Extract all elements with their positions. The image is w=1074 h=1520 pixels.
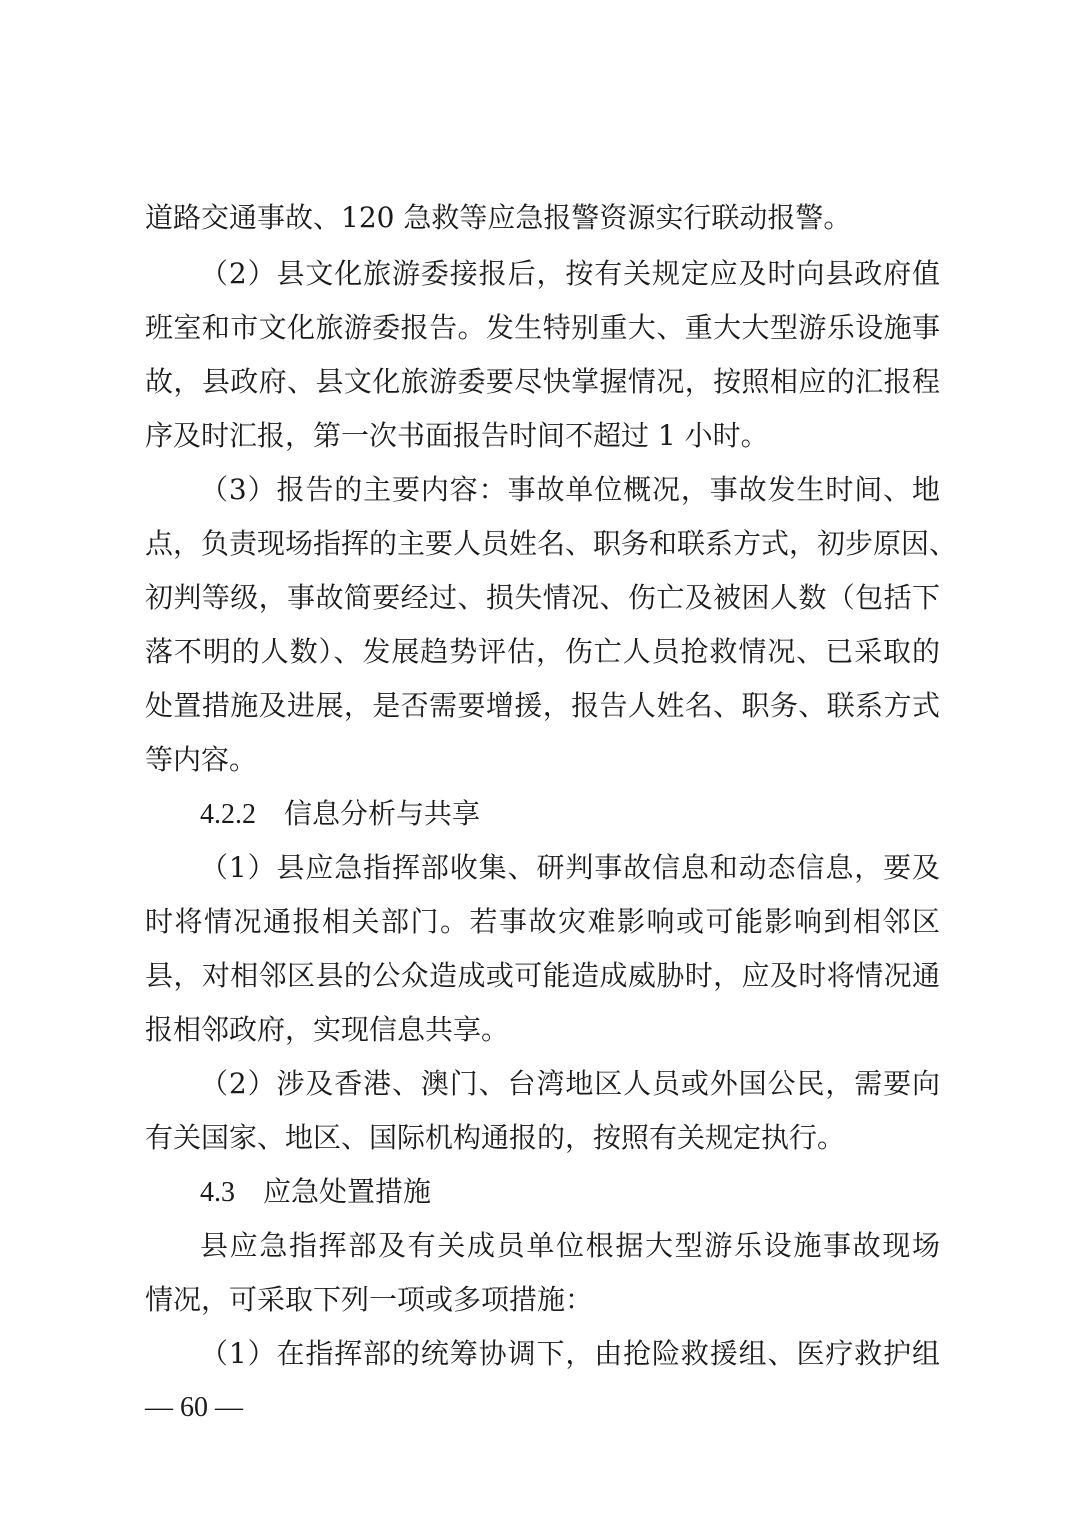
body-line: 序及时汇报，第一次书面报告时间不超过 1 小时。 — [145, 419, 769, 452]
body-line: 道路交通事故、120 急救等应急报警资源实行联动报警。 — [145, 201, 852, 234]
body-line: 报相邻政府，实现信息共享。 — [145, 1013, 510, 1046]
body-line: 县，对相邻区县的公众造成或可能造成威胁时，应及时将情况通 — [145, 959, 940, 992]
section-heading-4-3 — [200, 1174, 431, 1210]
body-line: 初判等级，事故简要经过、损失情况、伤亡及被困人数（包括下 — [145, 581, 940, 614]
body-line: 班室和市文化旅游委报告。发生特别重大、重大大型游乐设施事 — [145, 311, 940, 344]
body-line: （1）在指挥部的统筹协调下，由抢险救援组、医疗救护组 — [200, 1337, 940, 1370]
body-line: （3）报告的主要内容：事故单位概况，事故发生时间、地 — [200, 473, 940, 506]
section-title: 信息分析与共享 — [284, 797, 481, 830]
section-title: 应急处置措施 — [263, 1175, 432, 1208]
page-number: — 60 — — [145, 1392, 243, 1423]
body-line: （2）县文化旅游委接报后，按有关规定应及时向县政府值 — [200, 257, 940, 290]
body-line: 县应急指挥部及有关成员单位根据大型游乐设施事故现场 — [200, 1229, 940, 1262]
body-line: 有关国家、地区、国际机构通报的，按照有关规定执行。 — [145, 1121, 846, 1154]
body-line: 点，负责现场指挥的主要人员姓名、职务和联系方式，初步原因、 — [145, 527, 958, 560]
body-line: （2）涉及香港、澳门、台湾地区人员或外国公民，需要向 — [200, 1067, 940, 1100]
body-line: 处置措施及进展，是否需要增援，报告人姓名、职务、联系方式 — [145, 689, 940, 722]
section-number: 4.2.2 — [200, 799, 256, 830]
body-line: 时将情况通报相关部门。若事故灾难影响或可能影响到相邻区 — [145, 905, 940, 938]
body-line: 故，县政府、县文化旅游委要尽快掌握情况，按照相应的汇报程 — [145, 365, 940, 398]
section-heading-4-2-2 — [200, 796, 480, 832]
body-line: 落不明的人数）、发展趋势评估，伤亡人员抢救情况、已采取的 — [145, 635, 940, 668]
body-line: 等内容。 — [145, 743, 258, 776]
section-number: 4.3 — [200, 1177, 235, 1208]
body-line: 情况，可采取下列一项或多项措施： — [145, 1283, 594, 1316]
body-line: （1）县应急指挥部收集、研判事故信息和动态信息，要及 — [200, 851, 940, 884]
